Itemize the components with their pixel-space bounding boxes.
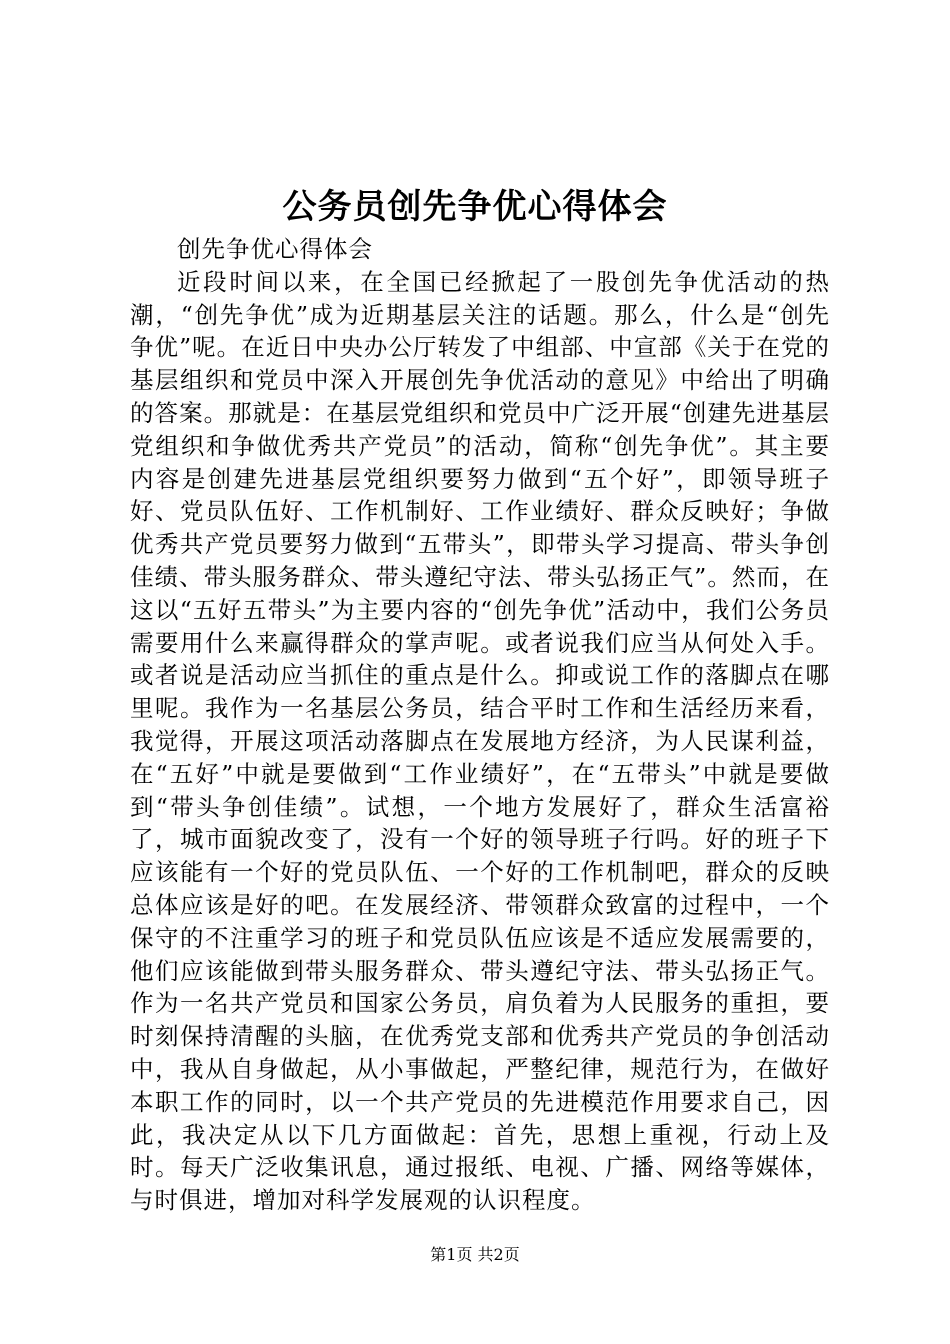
document-title: 公务员创先争优心得体会: [282, 187, 668, 227]
body-paragraph: 近段时间以来，在全国已经掀起了一股创先争优活动的热潮，“创先争优”成为近期基层关注的话题。那么，什么是“创先争优”呢。在近日中央办公厅转发了中组部、中宣部《关于在党的基层组织和党员中深入开展创先争优活动的意见》中给出了明确的答案。那就是：在基层党组织和党员中广泛开展“创建先进基层党组织和争做优秀共产党员”的活动，简称“创先争优”。其主要内容是创建先进基层党组织要努力做到“五个好”，即领导班子好、党员队伍好、工作机制好、工作业绩好、群众反映好；争做优秀共产党员要努力做到“五带头”，即带头学习提高、带头争创佳绩、带头服务群众、带头遵纪守法、带头弘扬正气”。然而，在这以“五好五带头”为主要内容的“创先争优”活动中，我们公务员需要用什么来赢得群众的掌声呢。或者说我们应当从何处入手。或者说是活动应当抓住的重点是什么。抑或说工作的落脚点在哪里呢。我作为一名基层公务员，结合平时工作和生活经历来看，我觉得，开展这项活动落脚点在发展地方经济，为人民谋利益，在“五好”中就是要做到“工作业绩好”，在“五带头”中就是要做到“带头争创佳绩”。试想，一个地方发展好了，群众生活富裕了，城市面貌改变了，没有一个好的领导班子行吗。好的班子下应该能有一个好的党员队伍、一个好的工作机制吧，群众的反映总体应该是好的吧。在发展经济、带领群众致富的过程中，一个保守的不注重学习的班子和党员队伍应该是不适应发展需要的，他们应该能做到带头服务群众、带头遵纪守法、带头弘扬正气。作为一名共产党员和国家公务员，肩负着为人民服务的重担，要时刻保持清醒的头脑，在优秀党支部和优秀共产党员的争创活动中，我从自身做起，从小事做起，严整纪律，规范行为，在做好本职工作的同时，以一个共产党员的先进模范作用要求自己，因此，我决定从以下几方面做起：首先，思想上重视，行动上及时。每天广泛收集讯息，通过报纸、电视、广播、网络等媒体，与时俱进，增加对科学发展观的认识程度。: [130, 267, 830, 1215]
document-body: [130, 233, 830, 1217]
page-number-footer: 第1页 共2页: [430, 1245, 520, 1264]
document-subtitle: 创先争优心得体会: [177, 235, 373, 263]
